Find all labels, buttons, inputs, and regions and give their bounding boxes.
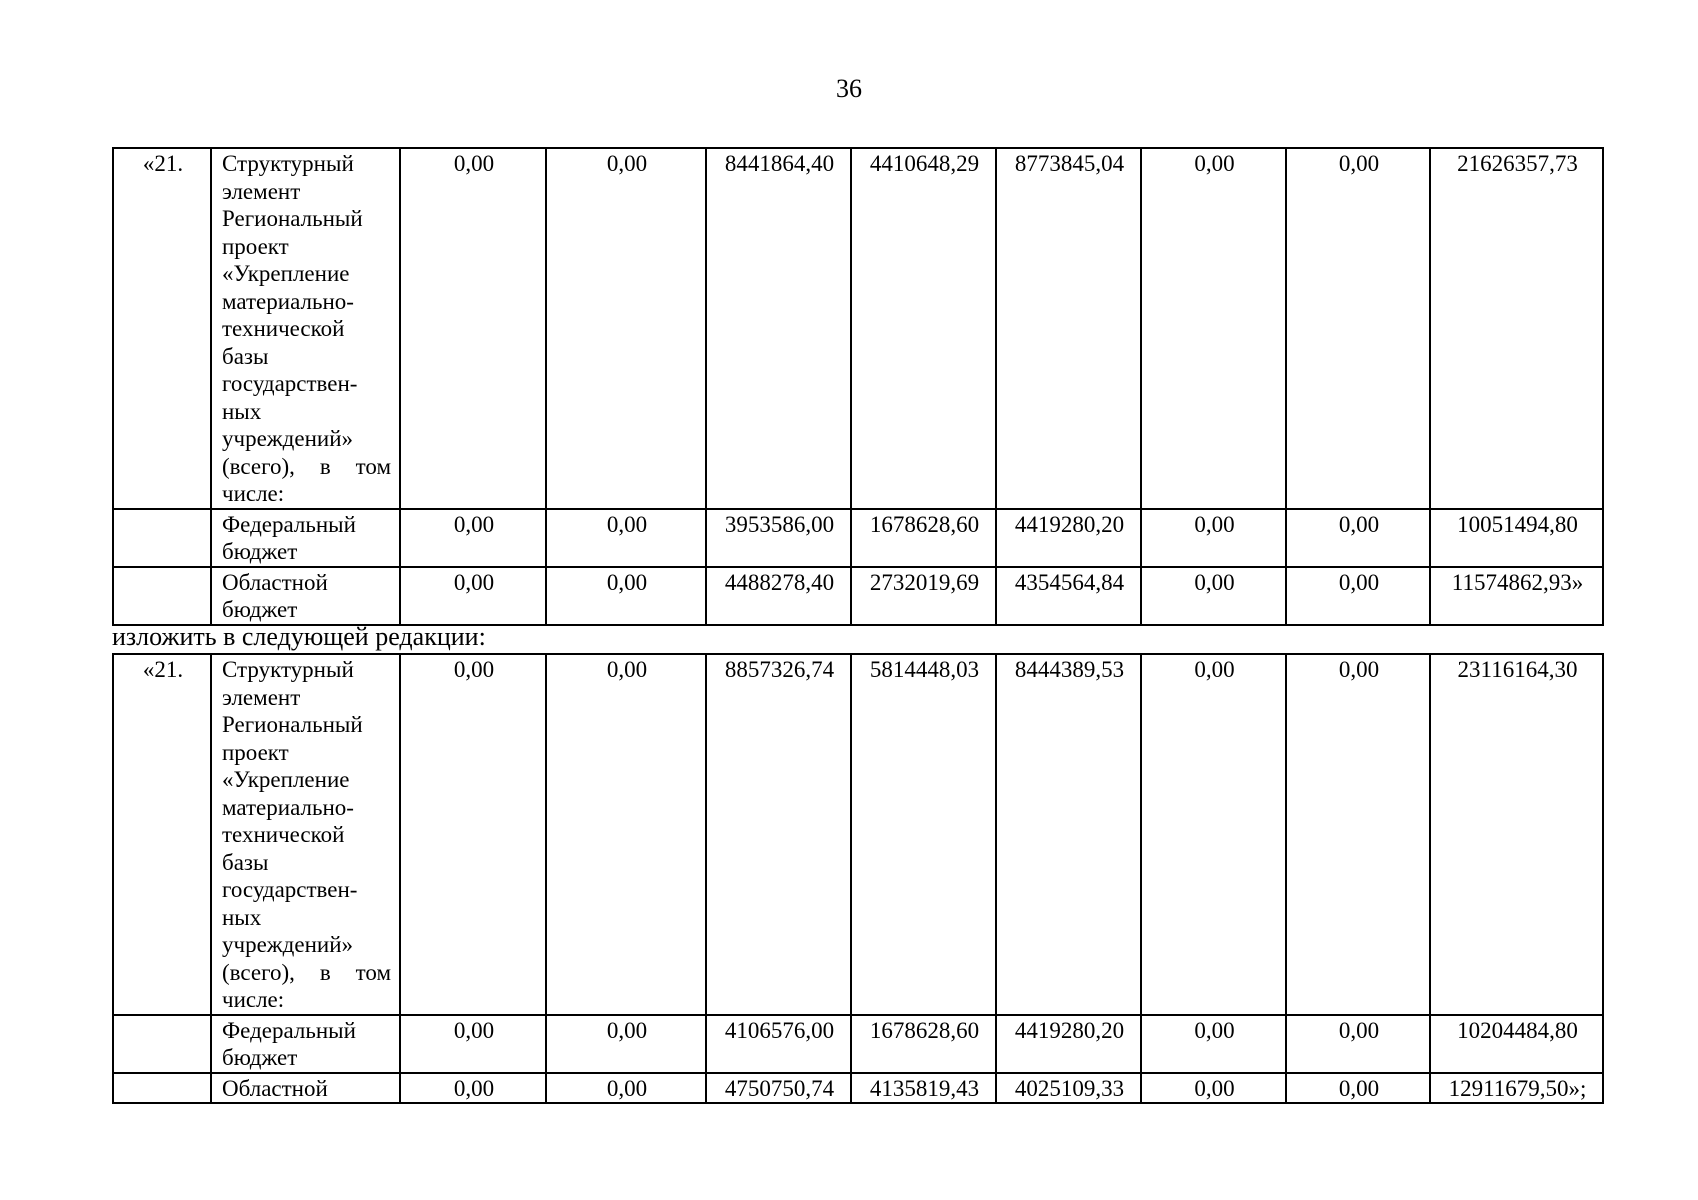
value-cell: 4354564,84 <box>996 567 1141 625</box>
value-cell: 3953586,00 <box>706 509 851 567</box>
value-cell: 0,00 <box>1286 567 1430 625</box>
total-cell: 10204484,80 <box>1430 1015 1603 1073</box>
row-index <box>113 1015 211 1073</box>
value-cell: 4419280,20 <box>996 1015 1141 1073</box>
value-cell: 1678628,60 <box>851 1015 996 1073</box>
total-cell: 10051494,80 <box>1430 509 1603 567</box>
value-cell: 0,00 <box>400 1015 546 1073</box>
row-name: Федеральный бюджет <box>211 1015 400 1073</box>
value-cell: 4750750,74 <box>706 1073 851 1104</box>
total-cell: 12911679,50»; <box>1430 1073 1603 1104</box>
value-cell: 4419280,20 <box>996 509 1141 567</box>
value-cell: 0,00 <box>546 148 706 509</box>
value-cell: 5814448,03 <box>851 654 996 1015</box>
value-cell: 0,00 <box>546 654 706 1015</box>
value-cell: 0,00 <box>1286 1073 1430 1104</box>
value-cell: 4135819,43 <box>851 1073 996 1104</box>
amendment-text: изложить в следующей редакции: <box>112 622 486 651</box>
value-cell: 8857326,74 <box>706 654 851 1015</box>
row-name: Федеральный бюджет <box>211 509 400 567</box>
value-cell: 0,00 <box>546 1073 706 1104</box>
value-cell: 0,00 <box>546 1015 706 1073</box>
value-cell: 1678628,60 <box>851 509 996 567</box>
value-cell: 0,00 <box>1286 148 1430 509</box>
value-cell: 0,00 <box>1286 509 1430 567</box>
table-row <box>113 567 1603 625</box>
row-index: «21. <box>113 654 211 1015</box>
value-cell: 4106576,00 <box>706 1015 851 1073</box>
total-cell: 23116164,30 <box>1430 654 1603 1015</box>
table-row <box>113 148 1603 509</box>
value-cell: 4488278,40 <box>706 567 851 625</box>
value-cell: 8441864,40 <box>706 148 851 509</box>
value-cell: 0,00 <box>400 509 546 567</box>
table-row <box>113 509 1603 567</box>
row-name: Областной бюджет <box>211 567 400 625</box>
value-cell: 0,00 <box>400 148 546 509</box>
value-cell: 0,00 <box>546 509 706 567</box>
value-cell: 8444389,53 <box>996 654 1141 1015</box>
value-cell: 0,00 <box>546 567 706 625</box>
value-cell: 0,00 <box>1141 654 1286 1015</box>
row-index <box>113 509 211 567</box>
value-cell: 8773845,04 <box>996 148 1141 509</box>
value-cell: 4025109,33 <box>996 1073 1141 1104</box>
value-cell: 0,00 <box>1141 1015 1286 1073</box>
value-cell: 0,00 <box>400 1073 546 1104</box>
row-index: «21. <box>113 148 211 509</box>
total-cell: 11574862,93» <box>1430 567 1603 625</box>
row-index <box>113 1073 211 1104</box>
value-cell: 0,00 <box>1141 509 1286 567</box>
budget-table-new <box>112 653 1604 1104</box>
value-cell: 2732019,69 <box>851 567 996 625</box>
value-cell: 4410648,29 <box>851 148 996 509</box>
total-cell: 21626357,73 <box>1430 148 1603 509</box>
value-cell: 0,00 <box>400 654 546 1015</box>
table-row <box>113 1073 1603 1104</box>
value-cell: 0,00 <box>1141 148 1286 509</box>
value-cell: 0,00 <box>1141 567 1286 625</box>
table-row <box>113 1015 1603 1073</box>
page-number: 36 <box>836 74 862 103</box>
value-cell: 0,00 <box>1286 654 1430 1015</box>
row-name: Структурный элемент Региональный проект «Укрепление материально-технической базы государствен-ных учреждений» (всего), в том числе: <box>211 148 400 509</box>
row-index <box>113 567 211 625</box>
value-cell: 0,00 <box>1286 1015 1430 1073</box>
budget-table-old <box>112 147 1604 626</box>
value-cell: 0,00 <box>400 567 546 625</box>
row-name: Структурный элемент Региональный проект «Укрепление материально-технической базы государствен-ных учреждений» (всего), в том числе: <box>211 654 400 1015</box>
table-row <box>113 654 1603 1015</box>
value-cell: 0,00 <box>1141 1073 1286 1104</box>
row-name: Областной <box>211 1073 400 1104</box>
